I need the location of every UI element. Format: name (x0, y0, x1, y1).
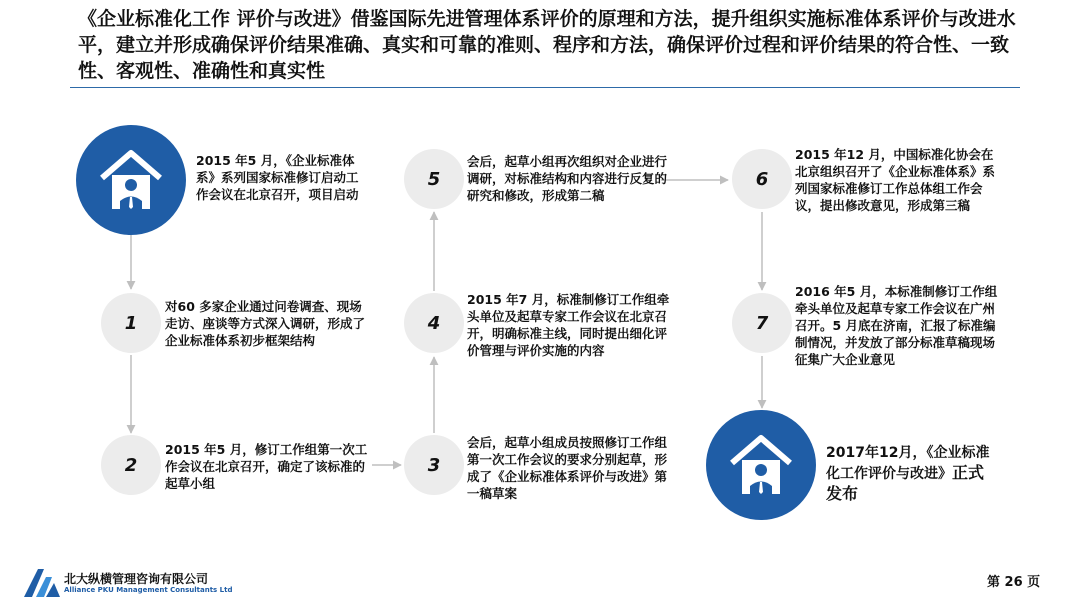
step-2-text: 2015 年5 月，修订工作组第一次工作会议在北京召开，确定了该标准的起草小组 (165, 442, 368, 491)
company-name-cn: 北大纵横管理咨询有限公司 (64, 572, 209, 586)
final-text-a: 2017年12月，《企业标准化工作评价与改进》 (826, 445, 990, 482)
page-number: 第 26 页 (987, 575, 1041, 590)
alliance-logo-icon (22, 565, 62, 599)
step-5-circle: 5 (404, 149, 464, 209)
start-text: 2015 年5 月，《企业标准体系》系列国家标准修订启动工作会议在北京召开，项目启动 (196, 153, 359, 202)
step-5-text: 会后，起草小组再次组织对企业进行调研，对标准结构和内容进行反复的研究和修改，形成第二稿 (467, 154, 668, 203)
final-house-icon (706, 410, 816, 520)
step-2-circle: 2 (101, 435, 161, 495)
company-name-en: Alliance PKU Management Consultants Ltd (64, 586, 233, 594)
step-4-circle: 4 (404, 293, 464, 353)
step-7-text: 2016 年5 月，本标准制修订工作组牵头单位及起草专家工作会议在广州召开。5 月底在济南，汇报了标准编制情况，并发放了部分标准草稿现场征集广大企业意见 (795, 284, 998, 367)
final-text-b: 正式发布 (826, 463, 985, 503)
step-3-circle: 3 (404, 435, 464, 495)
step-1-circle: 1 (101, 293, 161, 353)
start-house-icon (76, 125, 186, 235)
step-3-text: 会后，起草小组成员按照修订工作组第一次工作会议的要求分别起草，形成了《企业标准体系评价与改进》第一稿草案 (467, 435, 668, 501)
step-7-circle: 7 (732, 293, 792, 353)
final-text (826, 444, 996, 505)
page-title: 《企业标准化工作 评价与改进》借鉴国际先进管理体系评价的原理和方法，提升组织实施标准体系评价与改进水平，建立并形成确保评价结果准确、真实和可靠的准则、程序和方法，确保评价过程和评价结果的符合性、一致性、客观性、准确性和真实性 (78, 8, 1016, 82)
step-6-circle: 6 (732, 149, 792, 209)
step-4-text: 2015 年7 月，标准制修订工作组牵头单位及起草专家工作会议在北京召开，明确标准主线，同时提出细化评价管理与评价实施的内容 (467, 292, 670, 358)
step-6-text: 2015 年12 月，中国标准化协会在北京组织召开了《企业标准体系》系列国家标准修订工作总体组工作会议，提出修改意见，形成第三稿 (795, 147, 996, 213)
step-1-text: 对60 多家企业通过问卷调查、现场走访、座谈等方式深入调研，形成了企业标准体系初步框架结构 (165, 299, 366, 348)
